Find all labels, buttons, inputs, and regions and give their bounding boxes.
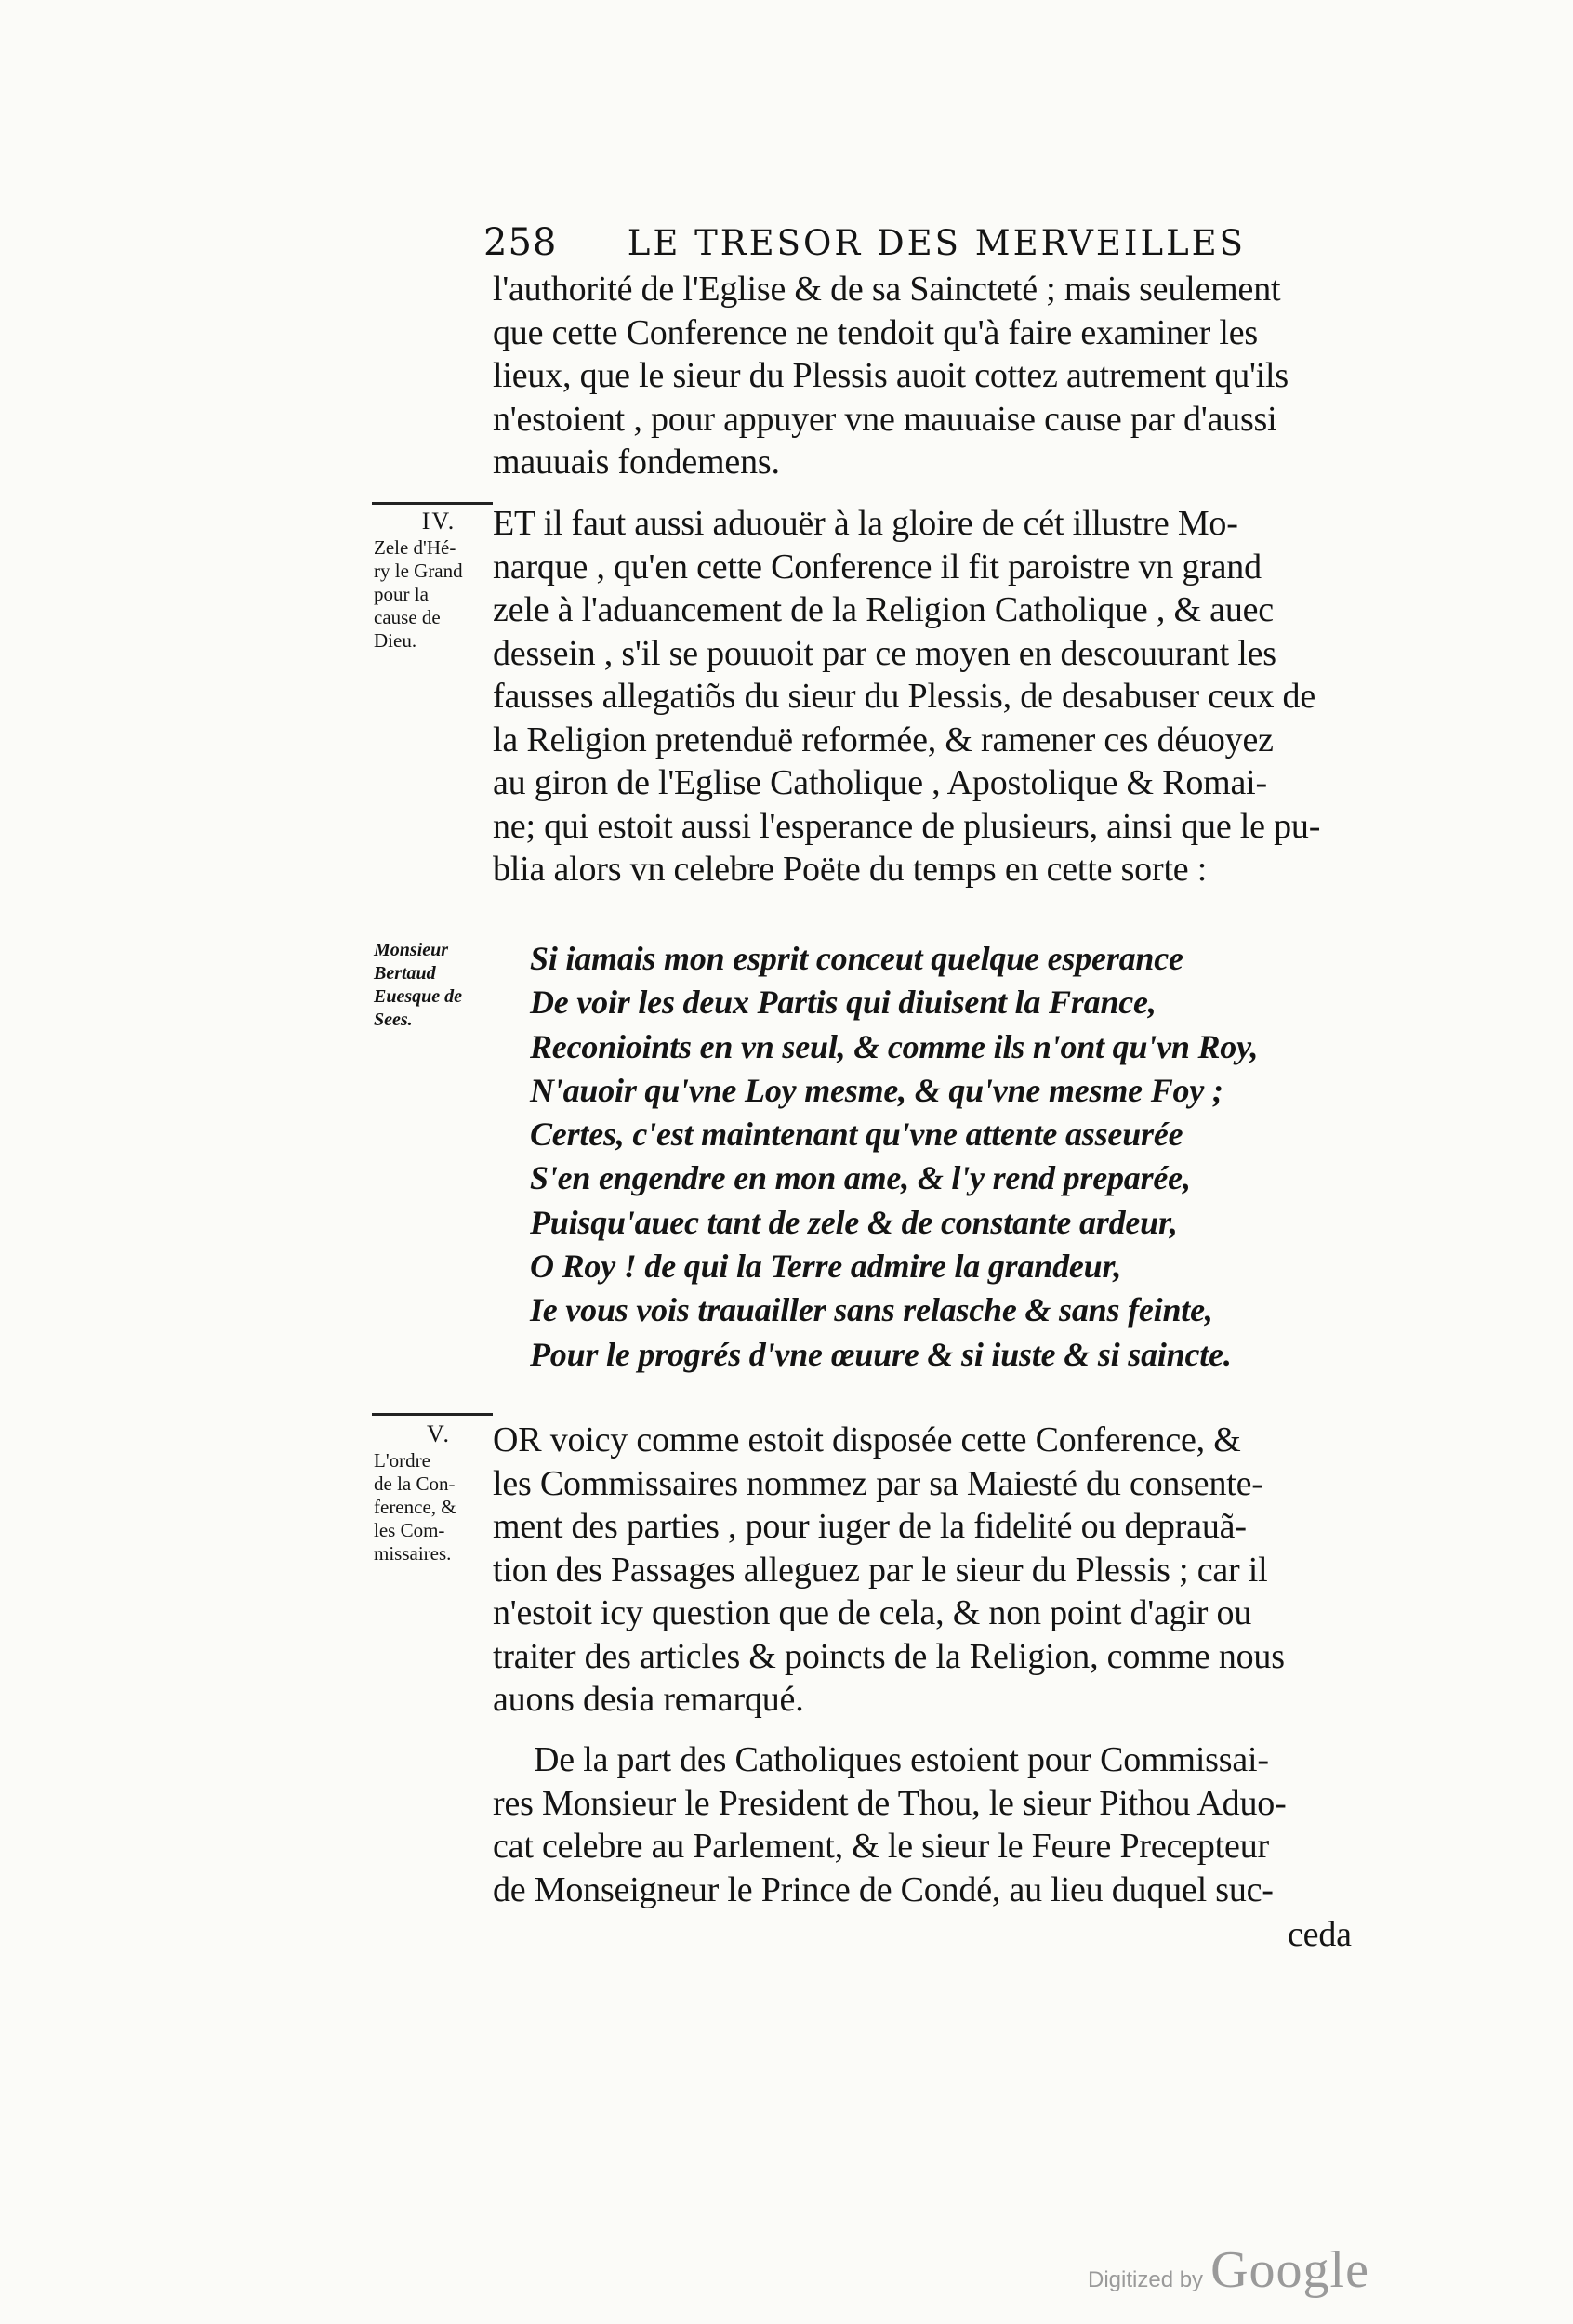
poem-line: S'en engendre en mon ame, & l'y rend preparée, (530, 1159, 1191, 1197)
page-number: 258 (483, 221, 558, 264)
text-line: auons desia remarqué. (493, 1680, 804, 1719)
text-line: traiter des articles & poincts de la Religion, comme nous (493, 1636, 1285, 1676)
poem-block (530, 937, 1367, 1377)
text-line: n'estoit icy question que de cela, & non point d'agir ou (493, 1593, 1252, 1632)
text-line: la Religion pretenduë reformée, & ramener ces déuoyez (493, 720, 1274, 759)
poem-line: O Roy ! de qui la Terre admire la grandeur, (530, 1248, 1122, 1286)
note-line: Bertaud (374, 963, 436, 984)
text-line: narque , qu'en cette Conference il fit paroistre vn grand (493, 547, 1262, 587)
text-line: cat celebre au Parlement, & le sieur le Feure Precepteur (493, 1827, 1269, 1866)
note-line: cause de (374, 606, 441, 628)
section-number: V. (427, 1420, 451, 1447)
margin-note-poem-author (374, 939, 504, 1032)
note-line: Dieu. (374, 629, 417, 652)
paragraph-section-4 (493, 502, 1376, 891)
poem-line: Ie vous vois trauailler sans relasche & sans feinte, (530, 1291, 1213, 1329)
digitized-watermark (1088, 2240, 1369, 2300)
section-number: IV. (421, 508, 456, 535)
text-line: ment des parties , pour iuger de la fidelité ou deprauã- (493, 1507, 1247, 1546)
note-line: missaires. (374, 1542, 452, 1565)
poem-line: De voir les deux Partis qui diuisent la France, (530, 984, 1157, 1022)
catchword (1288, 1913, 1399, 1957)
text-line: les Commissaires nommez par sa Maiesté du consente- (493, 1463, 1263, 1503)
note-line: L'ordre (374, 1449, 430, 1472)
text-line: blia alors vn celebre Poëte du temps en cette sorte : (493, 850, 1208, 889)
text-line: OR voicy comme estoit disposée cette Conference, & (493, 1420, 1241, 1459)
section-rule (372, 1413, 493, 1416)
text-line: ne; qui estoit aussi l'esperance de plusieurs, ainsi que le pu- (493, 806, 1321, 846)
google-logo: Google (1210, 2241, 1369, 2299)
poem-line: Pour le progrés d'vne œuure & si iuste & si saincte. (530, 1335, 1232, 1373)
watermark-prefix: Digitized by (1088, 2267, 1204, 2292)
text-line: l'authorité de l'Eglise & de sa Saincteté ; mais seulement (493, 270, 1281, 309)
note-line: ference, & (374, 1496, 456, 1518)
note-line: les Com- (374, 1519, 445, 1541)
margin-note-section-5 (374, 1422, 504, 1565)
catchword-text: ceda (1288, 1915, 1352, 1954)
note-line: Monsieur (374, 940, 449, 960)
poem-line: Si iamais mon esprit conceut quelque esperance (530, 940, 1183, 977)
text-line: ET il faut aussi aduouër à la gloire de cét illustre Mo- (493, 504, 1238, 543)
poem-line: Certes, c'est maintenant qu'vne attente asseurée (530, 1116, 1183, 1154)
text-line: zele à l'aduancement de la Religion Catholique , & auec (493, 590, 1274, 629)
text-line: res Monsieur le President de Thou, le sieur Pithou Aduo- (493, 1783, 1287, 1823)
note-line: pour la (374, 583, 429, 605)
text-line: lieux, que le sieur du Plessis auoit cottez autrement qu'ils (493, 356, 1289, 395)
text-line: tion des Passages alleguez par le sieur du Plessis ; car il (493, 1550, 1268, 1590)
page-header (483, 221, 1246, 264)
text-line: que cette Conference ne tendoit qu'à faire examiner les (493, 312, 1258, 352)
poem-line: Reconioints en vn seul, & comme ils n'ont qu'vn Roy, (530, 1027, 1259, 1065)
note-line: de la Con- (374, 1472, 456, 1495)
margin-note-section-4 (374, 509, 504, 653)
note-line: ry le Grand (374, 560, 463, 582)
note-line: Euesque de (374, 986, 462, 1007)
text-line: n'estoient , pour appuyer vne mauuaise cause par d'aussi (493, 399, 1277, 439)
poem-line: N'auoir qu'vne Loy mesme, & qu'vne mesme Foy ; (530, 1071, 1223, 1109)
note-line: Sees. (374, 1010, 413, 1030)
section-rule (372, 502, 493, 505)
note-line: Zele d'Hé- (374, 536, 456, 559)
running-head: LE TRESOR DES MERVEILLES (627, 223, 1246, 263)
text-line: de Monseigneur le Prince de Condé, au lieu duquel suc- (493, 1869, 1274, 1909)
poem-line: Puisqu'auec tant de zele & de constante ardeur, (530, 1203, 1178, 1241)
text-line: mauuais fondemens. (493, 442, 780, 482)
paragraph-continuation (493, 268, 1376, 484)
text-line: dessein , s'il se pouuoit par ce moyen en descouurant les (493, 633, 1276, 673)
text-line: au giron de l'Eglise Catholique , Apostolique & Romai- (493, 763, 1267, 802)
text-line: De la part des Catholiques estoient pour Commissai- (534, 1740, 1269, 1779)
paragraph-section-5 (493, 1419, 1376, 1722)
text-line: fausses allegatiõs du sieur du Plessis, de desabuser ceux de (493, 677, 1316, 716)
paragraph-commissaires (493, 1738, 1376, 1911)
